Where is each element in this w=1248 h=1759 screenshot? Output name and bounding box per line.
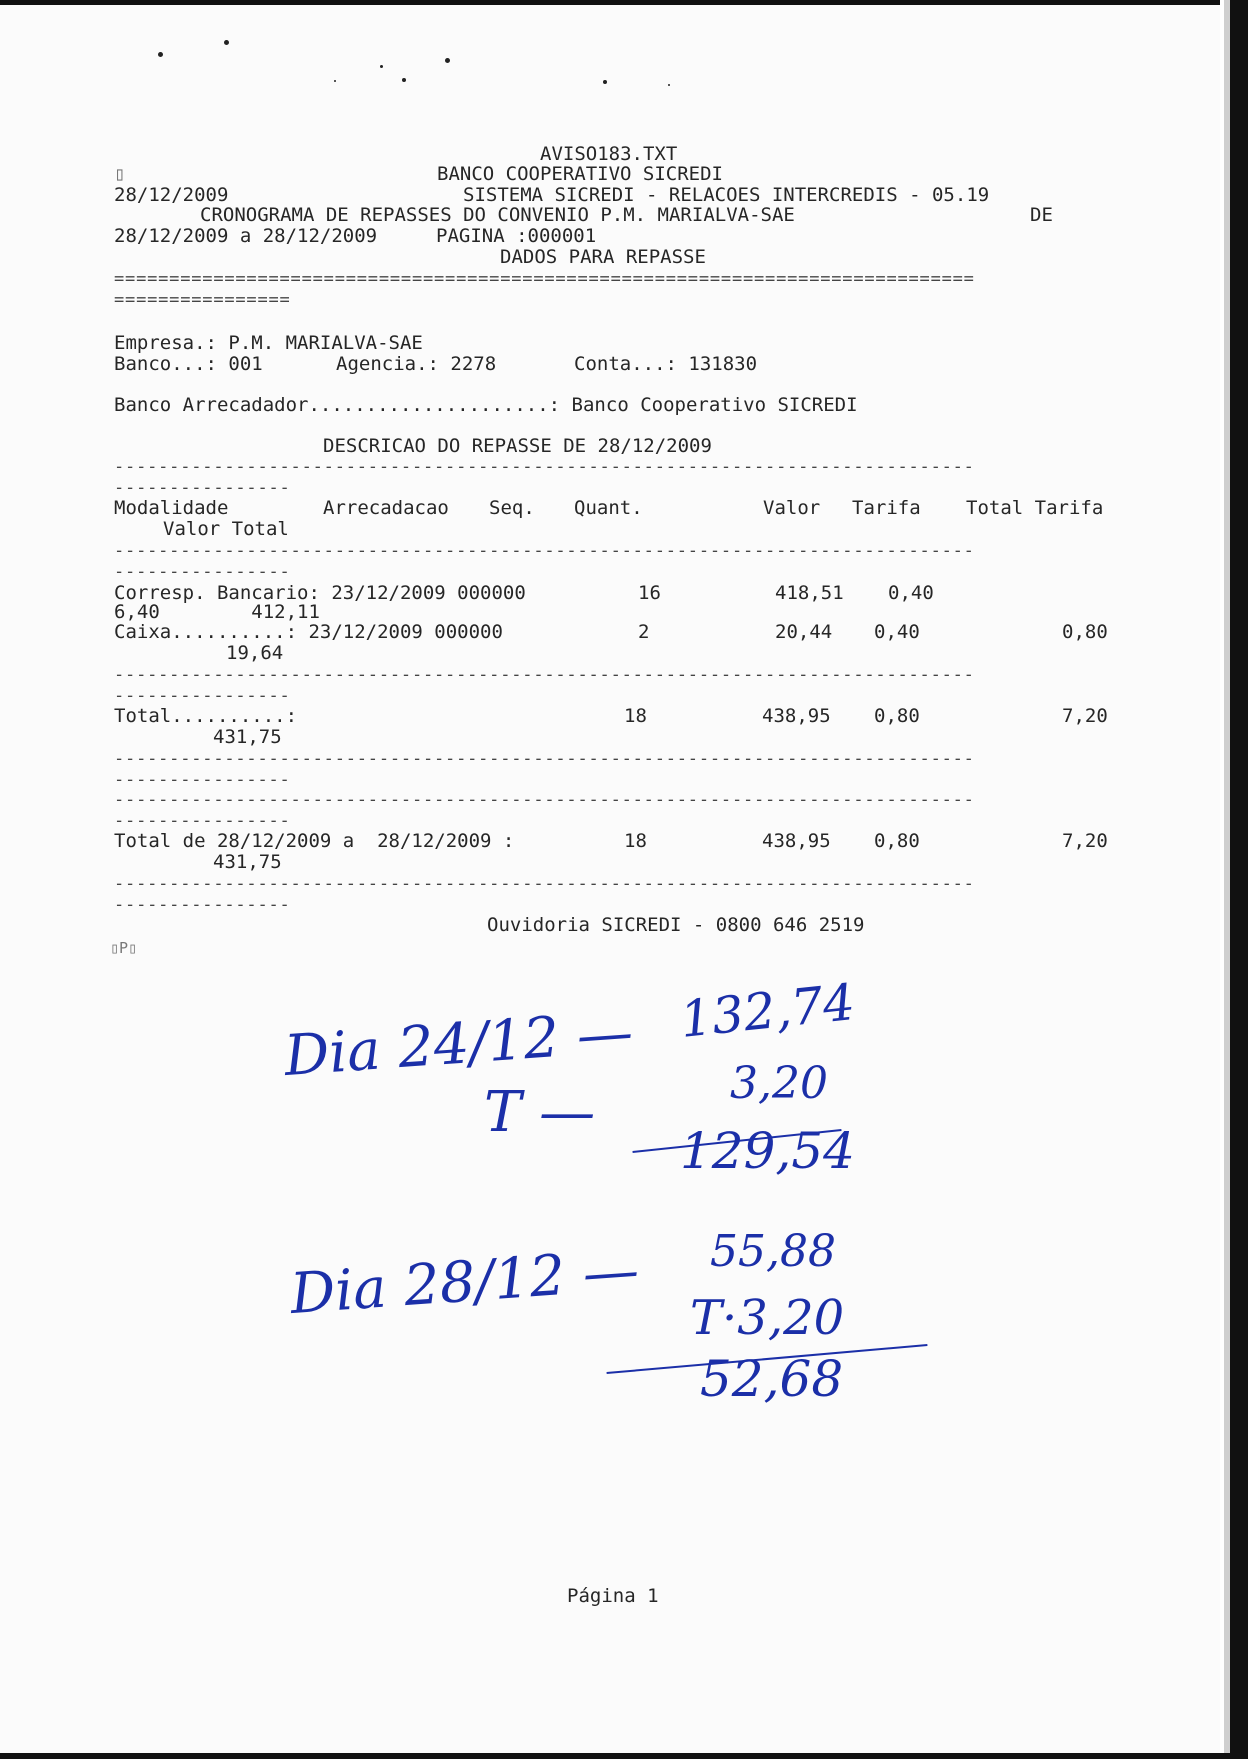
row-tarifa: 0,40 <box>874 621 920 643</box>
scan-speck <box>224 40 229 45</box>
col-valor-total: Valor Total <box>163 518 289 540</box>
report-date: 28/12/2009 <box>114 184 229 206</box>
row-valor-total: 19,64 <box>226 642 284 664</box>
col-quant: Quant. <box>574 497 643 519</box>
row-continuation: 6,40 412,11 <box>114 601 320 623</box>
report-period: 28/12/2009 a 28/12/2009 <box>114 225 378 247</box>
table-row-caixa: Caixa..........: 23/12/2009 000000 <box>114 621 503 643</box>
box-glyph: ▯ <box>114 163 126 185</box>
scan-speck <box>158 52 163 57</box>
col-modalidade: Modalidade <box>114 497 229 519</box>
period-total-total-tarifa: 7,20 <box>1062 830 1108 852</box>
dash-rule-continued: ---------------- <box>114 770 291 790</box>
col-arrecadacao: Arrecadacao <box>323 497 449 519</box>
total-total-tarifa: 7,20 <box>1062 705 1108 727</box>
dash-rule-continued: ---------------- <box>114 478 291 498</box>
handwritten-day1-label: Dia 24/12 — <box>282 999 636 1090</box>
conta-line: Conta...: 131830 <box>574 353 758 375</box>
period-total-label: Total de 28/12/2009 a 28/12/2009 : <box>114 830 515 852</box>
description-title: DESCRICAO DO REPASSE DE 28/12/2009 <box>323 435 712 457</box>
handwritten-day1-t-value: 3,20 <box>730 1058 828 1109</box>
dash-rule: ------------------------------------------------------------------------------ <box>114 541 975 561</box>
row-quant: 2 <box>638 621 650 643</box>
double-rule-continued: ================ <box>114 290 291 310</box>
ouvidoria-contact: Ouvidoria SICREDI - 0800 646 2519 <box>487 914 865 936</box>
dash-rule: ------------------------------------------------------------------------------ <box>114 665 975 685</box>
period-total-valor: 438,95 <box>762 830 831 852</box>
scan-speck <box>445 58 450 63</box>
scan-edge-bottom <box>0 1753 1248 1759</box>
scan-edge-right <box>1220 0 1248 1759</box>
col-seq: Seq. <box>489 497 535 519</box>
row-valor: 20,44 <box>775 621 833 643</box>
banco-line: Banco...: 001 <box>114 353 263 375</box>
total-tarifa: 0,80 <box>874 705 920 727</box>
row-total-tarifa: 0,80 <box>1062 621 1108 643</box>
handwritten-day2-label: Dia 28/12 — <box>288 1237 642 1328</box>
section-title: DADOS PARA REPASSE <box>500 246 706 268</box>
total-valor: 438,95 <box>762 705 831 727</box>
period-total-valor-total: 431,75 <box>213 851 282 873</box>
file-name: AVISO183.TXT <box>540 143 678 165</box>
row-tarifa: 0,40 <box>888 582 934 604</box>
handwritten-day2-value: 55,88 <box>710 1226 836 1277</box>
handwritten-day1-t-label: T — <box>484 1080 596 1145</box>
schedule-title: CRONOGRAMA DE REPASSES DO CONVENIO P.M. MARIALVA-SAE <box>200 204 795 226</box>
handwritten-day2-t: T·3,20 <box>690 1290 845 1346</box>
empresa-line: Empresa.: P.M. MARIALVA-SAE <box>114 332 423 354</box>
table-row-corresp: Corresp. Bancario: 23/12/2009 000000 <box>114 582 526 604</box>
col-tarifa: Tarifa <box>852 497 921 519</box>
scan-speck <box>603 80 607 84</box>
agencia-line: Agencia.: 2278 <box>336 353 497 375</box>
dash-rule: ------------------------------------------------------------------------------ <box>114 874 975 894</box>
period-total-tarifa: 0,80 <box>874 830 920 852</box>
de-label: DE <box>1030 204 1053 226</box>
dash-rule: ------------------------------------------------------------------------------ <box>114 790 975 810</box>
arrecadador-line: Banco Arrecadador.....................: Banco Cooperativo SICREDI <box>114 394 858 416</box>
total-valor-total: 431,75 <box>213 726 282 748</box>
handwritten-day1-value: 132,74 <box>677 973 858 1049</box>
scan-speck <box>402 78 406 82</box>
scan-speck <box>668 84 670 86</box>
dash-rule-continued: ---------------- <box>114 895 291 915</box>
handwritten-day2-result: 52,68 <box>700 1350 844 1408</box>
scan-speck <box>334 80 336 82</box>
form-feed-marker: ▯P▯ <box>110 939 138 957</box>
scan-edge-top <box>0 0 1248 5</box>
page-label: PAGINA :000001 <box>436 225 597 247</box>
dash-rule-continued: ---------------- <box>114 562 291 582</box>
scan-speck <box>380 65 383 68</box>
dash-rule: ------------------------------------------------------------------------------ <box>114 749 975 769</box>
col-total-tarifa: Total Tarifa <box>966 497 1104 519</box>
bank-name: BANCO COOPERATIVO SICREDI <box>437 163 723 185</box>
total-label: Total..........: <box>114 705 298 727</box>
dash-rule: ------------------------------------------------------------------------------ <box>114 457 975 477</box>
col-valor: Valor <box>763 497 821 519</box>
total-quant: 18 <box>624 705 647 727</box>
page-number: Página 1 <box>567 1585 659 1607</box>
system-name: SISTEMA SICREDI - RELACOES INTERCREDIS - 05.19 <box>463 184 990 206</box>
period-total-quant: 18 <box>624 830 647 852</box>
row-quant: 16 <box>638 582 661 604</box>
dash-rule-continued: ---------------- <box>114 811 291 831</box>
dash-rule-continued: ---------------- <box>114 686 291 706</box>
handwritten-day1-result: 129,54 <box>680 1122 855 1180</box>
double-rule: ============================================================================== <box>114 269 975 289</box>
row-valor: 418,51 <box>775 582 844 604</box>
